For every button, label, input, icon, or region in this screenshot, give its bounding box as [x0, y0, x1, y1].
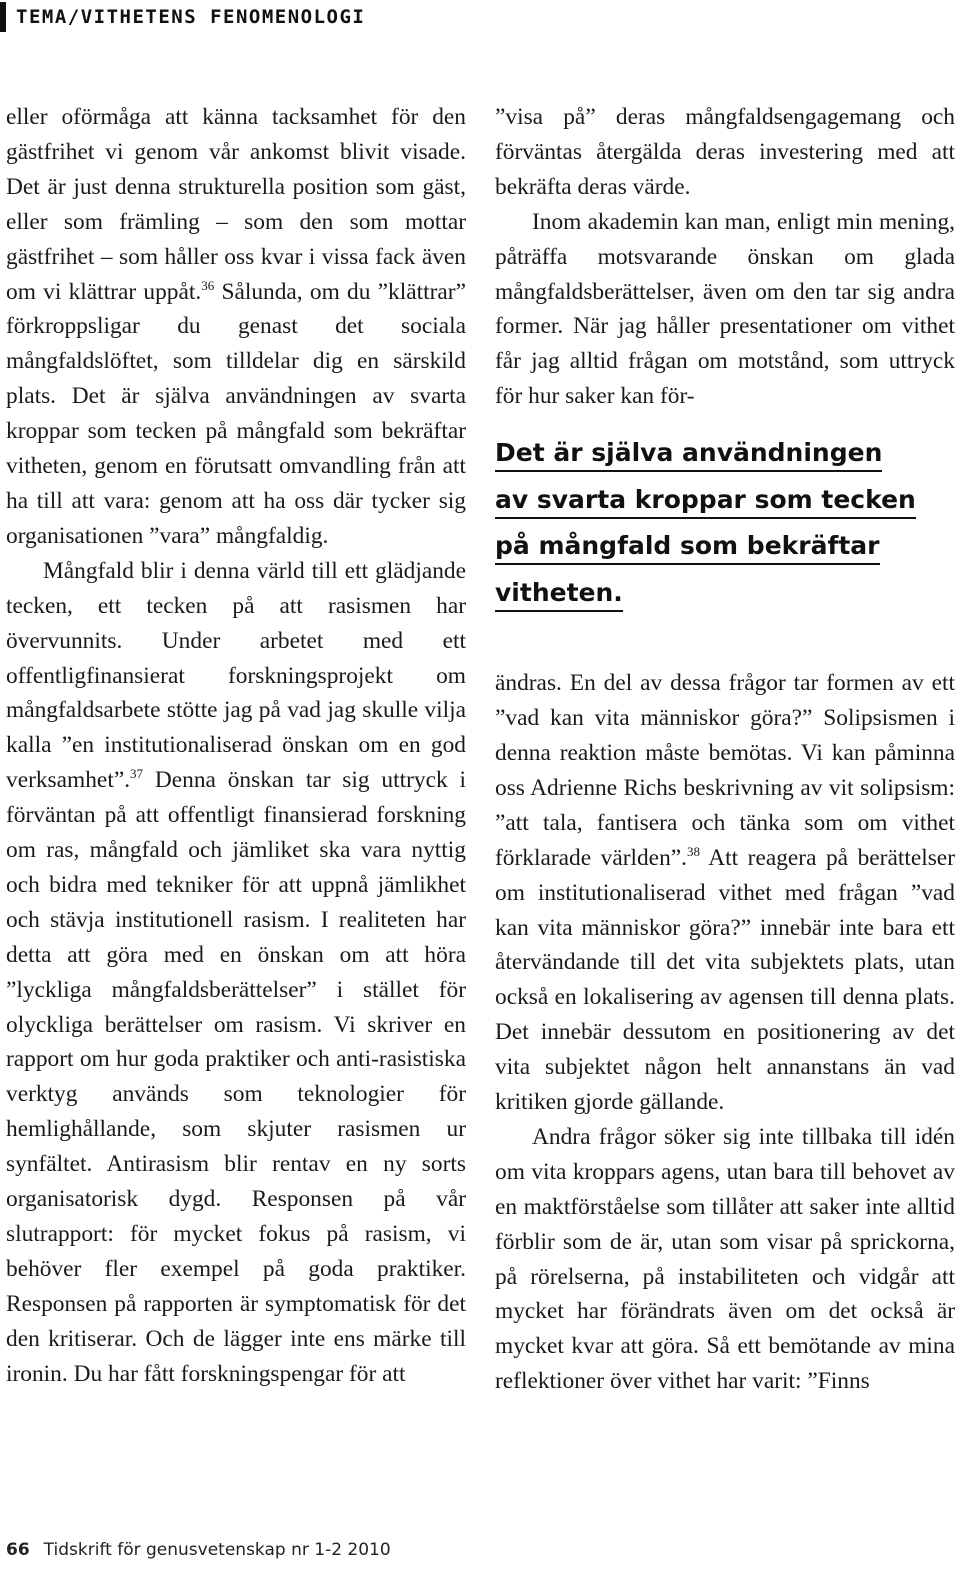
pull-quote-line: Det är själva användningen	[495, 438, 882, 472]
footnote-ref[interactable]: 37	[130, 766, 144, 782]
text-run: ändras. En del av dessa frågor tar formen av ett ”vad kan vita människor göra?” Solipsismen i denna reaktion måste bemötas. Vi kan påminna oss Adrienne Richs beskrivning av vit solipsism: ”att tala, fantisera och tänka som om vithet förklarade världen”.	[495, 670, 955, 871]
section-title: TEMA/VITHETENS FENOMENOLOGI	[16, 6, 366, 28]
paragraph	[495, 666, 955, 1120]
paragraph	[6, 554, 466, 1392]
header-marker-bar	[0, 2, 6, 32]
text-run: eller oförmåga att känna tacksamhet för den gästfrihet vi genom vår ankomst blivit visade. Det är just denna strukturella position som gäst, eller som främling – som den som mottar gästfrihet – som håller oss kvar i vissa fack även om vi klättrar uppåt.	[6, 104, 466, 305]
paragraph	[6, 100, 466, 554]
paragraph: Inom akademin kan man, enligt min mening, påträffa motsvarande önskan om glada mångfaldsberättelser, även om den tar sig andra former. När jag håller presentationer om vithet får jag alltid frågan om motstånd, som uttryck för hur saker kan för-	[495, 208, 955, 410]
paragraph: Andra frågor söker sig inte tillbaka till idén om vita kroppars agens, utan bara till behovet av en maktförståelse som tillåter att saker inte alltid förblir som de är, utan som visar på sprickorna, på rörelserna, på instabiliteten och vidgår att mycket har förändrats även om det också är mycket kvar att göra. Så ett bemötande av mina reflektioner över vithet har varit: ”Finns	[495, 1123, 955, 1395]
left-column	[6, 100, 466, 1392]
journal-name: Tidskrift för genusvetenskap nr 1-2 2010	[43, 1540, 391, 1560]
text-run: Att reagera på berättelser om institutionaliserad vithet med frågan ”vad kan vita människor göra?” innebär inte bara ett återvändande till det vita subjektets plats, utan också en lokalisering av agensen till denna plats. Det innebär dessutom en positionering av det vita subjektet någon helt annanstans än vad kritiken gjorde gällande.	[495, 844, 955, 1116]
text-run: Mångfald blir i denna värld till ett glädjande tecken, ett tecken på att rasismen har övervunnits. Under arbetet med ett offentligfinansierat forskningsprojekt om mångfaldsarbete stötte jag på vad jag skulle vilja kalla ”en institutionaliserad önskan om en god verksamhet”.	[6, 557, 466, 794]
paragraph: ”visa på” deras mångfaldsengagemang och förväntas återgälda deras investering med att bekräfta deras värde.	[495, 104, 955, 200]
text-run: Denna önskan tar sig uttryck i förväntan på att offentligt finansierad forskning om ras, mångfald och jämliket ska vara nyttig och bidra med tekniker för att uppnå jämlikhet och stävja institutionell rasism. I realiteten har detta att göra med en önskan om att höra ”lyckliga mångfaldsberättelser” i stället för olyckliga berättelser om rasism. Vi skriver en rapport om hur goda praktiker och anti-rasistiska verktyg används som teknologier för hemlighållande, som skjuter rasismen ur synfältet. Antirasism blir rentav en ny sorts organisatorisk dygd. Responsen på vår slutrapport: för mycket fokus på rasism, vi behöver fler exempel på goda praktiker. Responsen på rapporten är symptomatisk för det den kritiserar. Och de lägger inte ens märke till ironin. Du har fått forskningspengar för att	[6, 767, 466, 1387]
footnote-ref[interactable]: 36	[201, 277, 215, 293]
pull-quote-line: på mångfald som bekräftar	[495, 531, 880, 565]
running-header	[0, 0, 365, 34]
pull-quote	[495, 430, 955, 616]
page-footer	[6, 1540, 391, 1560]
footnote-ref[interactable]: 38	[687, 843, 700, 859]
text-run: Sålunda, om du ”klättrar” förkroppsligar du genast det sociala mångfaldslöftet, som tilldelar dig en särskild plats. Det är själva användningen av svarta kroppar som tecken på mångfald som bekräftar vitheten, genom en förutsatt omvandling från att ha till att vara: genom att ha oss där tycker sig organisationen ”vara” mångfaldig.	[6, 278, 466, 549]
right-column	[495, 100, 955, 1399]
page-number: 66	[6, 1540, 30, 1560]
pull-quote-line: vitheten.	[495, 578, 623, 612]
pull-quote-line: av svarta kroppar som tecken	[495, 485, 916, 519]
